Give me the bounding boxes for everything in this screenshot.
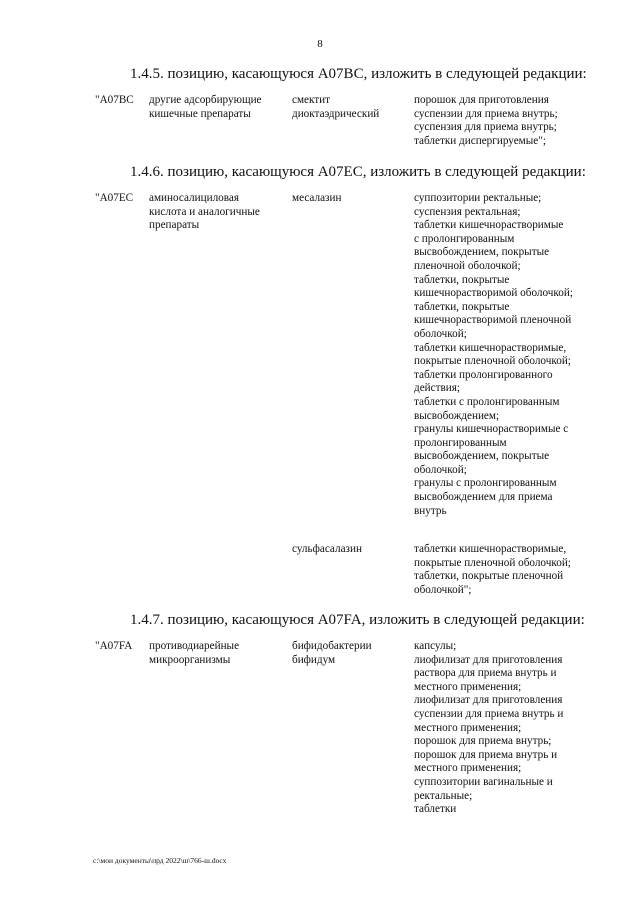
pharmacological-group: аминосалициловая кислота и аналогичные препараты — [149, 192, 260, 232]
section-heading: 1.4.6. позицию, касающуюся A07EC, изложить в следующей редакции: — [130, 164, 586, 180]
dosage-forms: суппозитории ректальные; суспензия ректальная; таблетки кишечнорастворимые с пролонгированным высвобождением, покрытые пленочной оболочкой; таблетки, покрытые кишечнорастворимой оболочкой; таблетки, покрытые кишечнорастворимой пленочной оболочкой; таблетки кишечнорастворимые, покрытые пленочной оболочкой; таблетки пролонгированного действия; таблетки с пролонгированным высвобождением; гранулы кишечнорастворимые с пролонгированным высвобождением, покрытые оболочкой; гранулы с пролонгированным высвобождением для приема внутрь — [414, 192, 573, 517]
atc-code: "A07BC — [95, 94, 134, 106]
active-substance: сульфасалазин — [292, 543, 362, 555]
dosage-forms: капсулы; лиофилизат для приготовления раствора для приема внутрь и местного применения; лиофилизат для приготовления суспензии для приема внутрь и местного применения; порошок для приема внутрь; порошок для приема внутрь и местного применения; суппозитории вагинальные и ректальные; таблетки — [414, 640, 564, 816]
section-heading: 1.4.7. позицию, касающуюся A07FA, изложить в следующей редакции: — [130, 612, 585, 628]
active-substance: месалазин — [292, 192, 342, 204]
dosage-forms: таблетки кишечнорастворимые, покрытые пленочной оболочкой; таблетки, покрытые пленочной оболочкой"; — [414, 543, 571, 596]
atc-code: "A07FA — [95, 640, 133, 652]
page-number: 8 — [317, 38, 323, 50]
file-path-footer: c:\мои документы\прд 2022\ш\766-ш.docx — [93, 856, 227, 865]
section-heading: 1.4.5. позицию, касающуюся A07BC, изложить в следующей редакции: — [130, 66, 587, 82]
active-substance: бифидобактерии бифидум — [292, 640, 372, 666]
active-substance: смектит диоктаэдрический — [292, 94, 380, 120]
atc-code: "A07EC — [95, 192, 134, 204]
pharmacological-group: противодиарейные микроорганизмы — [149, 640, 240, 666]
dosage-forms: порошок для приготовления суспензии для приема внутрь; суспензия для приема внутрь; таблетки диспергируемые"; — [414, 94, 558, 147]
pharmacological-group: другие адсорбирующие кишечные препараты — [149, 94, 262, 120]
